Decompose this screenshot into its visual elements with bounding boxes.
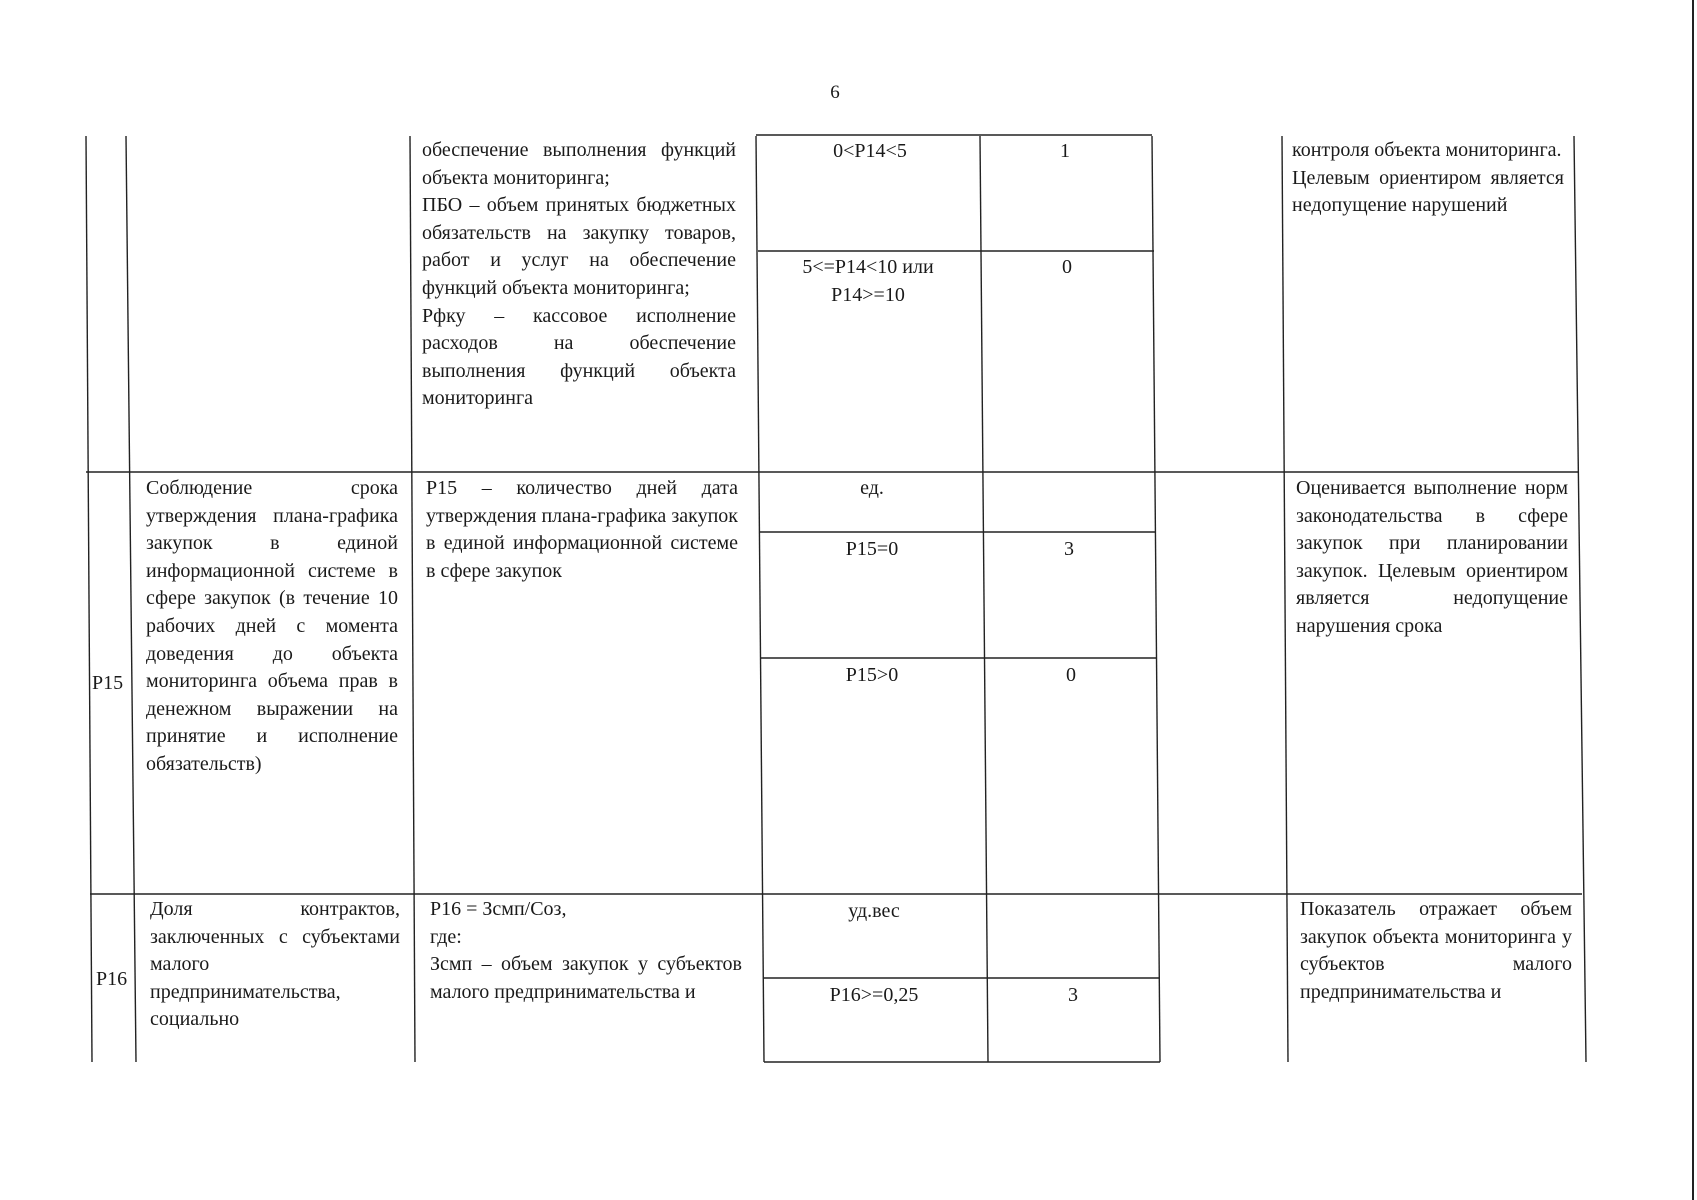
- row-p16-description: [1300, 896, 1572, 1006]
- row-p15-name: Соблюдение срока утверждения плана-графика закупок в единой информационной системе в сфере закупок (в течение 10 рабочих дней с момента доведения до объекта мониторинга объема прав в денежном выражении на принятие и исполнение обязательств): [146, 477, 398, 775]
- description-line: контроля объекта мониторинга.: [1292, 139, 1562, 161]
- description-line: Показатель отражает объем закупок объекта мониторинга у субъектов малого предпринимательства и: [1300, 898, 1572, 1003]
- row-p15-description: [1296, 475, 1568, 641]
- description-line: Оценивается выполнение норм законодательства в сфере закупок при планировании закупок. Целевым ориентиром является недопущение нарушения срока: [1296, 477, 1568, 637]
- table-border-left: [86, 136, 92, 1062]
- row-1-condition-2: 5<=P14<10 или P14>=10: [802, 256, 934, 306]
- row-p15-score-1: 3: [1064, 538, 1074, 560]
- row-1-formula: [422, 137, 736, 413]
- row-p15-code: P15: [92, 672, 124, 694]
- row-1-condition-1: 0<P14<5: [833, 140, 907, 162]
- formula-line: ПБО – объем принятых бюджетных обязательств на закупку товаров, работ и услуг на обеспечение функций объекта мониторинга;: [422, 194, 736, 299]
- row-1-description: [1292, 137, 1564, 220]
- formula-line: Зсмп – объем закупок у субъектов малого предпринимательства и: [430, 953, 742, 1003]
- formula-line: P16 = Зсмп/Соз,: [430, 898, 567, 920]
- row-p16-condition-1: P16>=0,25: [829, 984, 919, 1006]
- formula-line: P15 – количество дней дата утверждения плана-графика закупок в единой информационной системе в сфере закупок: [426, 477, 738, 582]
- row-p15-formula: [426, 475, 738, 585]
- row-1-score-1: 1: [1060, 140, 1070, 162]
- column-divider-condition: [980, 136, 988, 1062]
- row-p15-score-2: 0: [1066, 664, 1076, 686]
- row-p15-condition-1: P15=0: [845, 538, 899, 560]
- column-divider-code: [126, 136, 136, 1062]
- row-p16-unit: уд.вес: [848, 900, 900, 922]
- row-p16-code: P16: [96, 968, 128, 990]
- column-divider-score: [1152, 136, 1160, 1062]
- page-edge-line: [1692, 0, 1694, 1200]
- row-1-score-2: 0: [1062, 256, 1072, 278]
- formula-line: обеспечение выполнения функций объекта мониторинга;: [422, 139, 736, 189]
- column-divider-name: [410, 136, 415, 1062]
- row-p16-name: Доля контрактов, заключенных с субъектами малого предпринимательства, социально: [150, 898, 400, 1031]
- table-border-right: [1574, 136, 1586, 1062]
- row-p15-unit: ед.: [860, 477, 884, 499]
- row-p16-formula: [430, 896, 742, 1006]
- column-divider-formula: [756, 136, 764, 1062]
- row-p16-score-1: 3: [1068, 984, 1078, 1006]
- formula-line: Рфку – кассовое исполнение расходов на обеспечение выполнения функций объекта мониторинга: [422, 304, 736, 410]
- page-number: 6: [830, 82, 840, 103]
- description-line: Целевым ориентиром является недопущение нарушений: [1292, 166, 1564, 217]
- column-divider-empty: [1282, 136, 1288, 1062]
- row-p15-condition-2: P15>0: [845, 664, 899, 686]
- formula-line: где:: [430, 925, 462, 948]
